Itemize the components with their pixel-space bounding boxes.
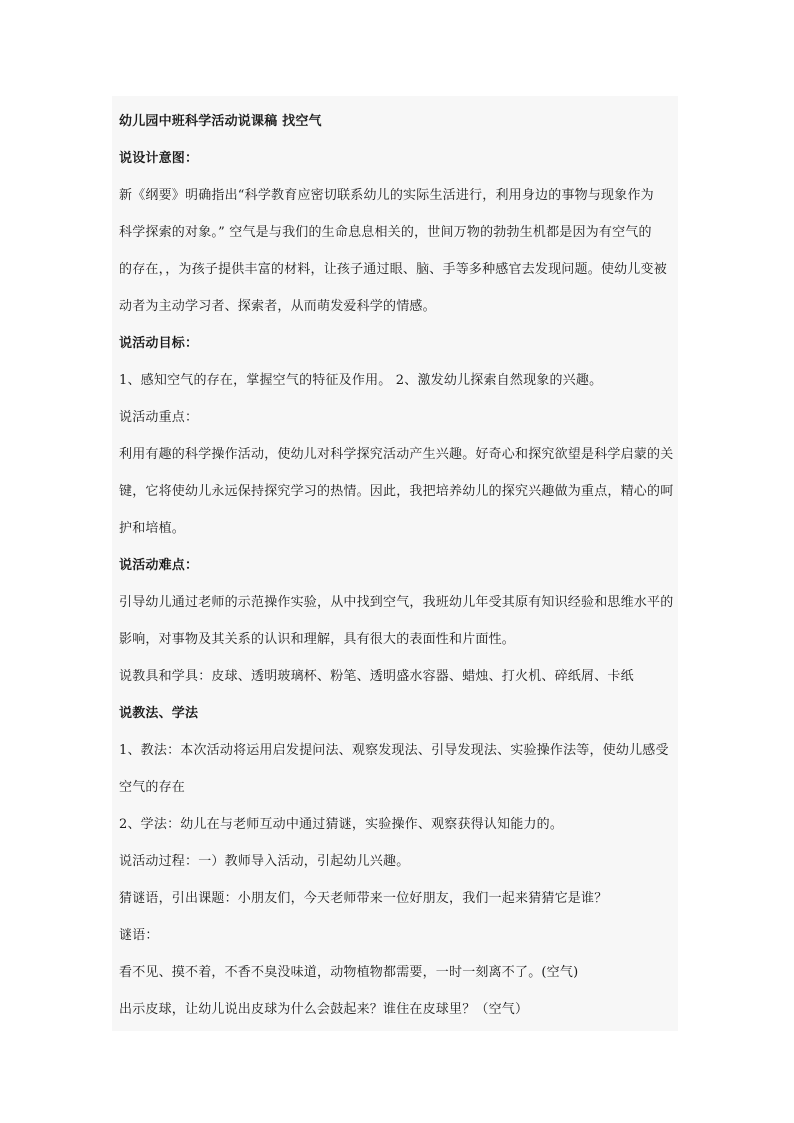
goal-line: 1、感知空气的存在，掌握空气的特征及作用。 2、激发幼儿探索自然现象的兴趣。 [119,373,603,388]
document-body [119,103,679,1028]
materials-line: 说教具和学具：皮球、透明玻璃杯、粉笔、透明盛水容器、蜡烛、打火机、碎纸屑、卡纸 [119,669,634,684]
difficulty-line: 引导幼儿通过老师的示范操作实验，从中找到空气，我班幼儿年受其原有知识经验和思维水平的 [119,595,674,610]
teaching-line: 1、教法：本次活动将运用启发提问法、观察发现法、引导发现法、实验操作法等，使幼儿感受 [119,743,669,758]
riddle-line: 看不见、摸不着，不香不臭没味道，动物植物都需要，一时一刻离不了。(空气) [119,965,579,980]
key-heading: 说活动重点： [119,410,199,425]
process-line: 说活动过程：一）教师导入活动，引起幼儿兴趣。 [119,854,410,869]
design-line: 动者为主动学习者、探索者，从而萌发爱科学的情感。 [119,299,436,314]
design-line: 新《纲要》明确指出“科学教育应密切联系幼儿的实际生活进行，利用身边的事物与现象作为 [119,188,654,203]
ball-line: 出示皮球，让幼儿说出皮球为什么会鼓起来？谁住在皮球里？（空气） [119,1002,529,1017]
key-line: 利用有趣的科学操作活动，使幼儿对科学探究活动产生兴趣。好奇心和探究欲望是科学启蒙的关 [119,447,674,462]
difficulty-heading: 说活动难点： [119,558,199,573]
difficulty-line: 影响，对事物及其关系的认识和理解，具有很大的表面性和片面性。 [119,632,516,647]
methods-heading: 说教法、学法 [119,706,199,721]
learning-line: 2、学法：幼儿在与老师互动中通过猜谜，实验操作、观察获得认知能力的。 [119,817,564,832]
key-line: 护和培植。 [119,521,186,536]
goal-heading: 说活动目标： [119,336,199,351]
riddle-label: 谜语： [119,928,159,943]
design-line: 科学探索的对象。” 空气是与我们的生命息息相关的，世间万物的勃勃生机都是因为有空气的 [119,225,652,240]
document-title: 幼儿园中班科学活动说课稿 找空气 [119,114,322,129]
riddle-intro-line: 猜谜语，引出课题：小朋友们，今天老师带来一位好朋友，我们一起来猜猜它是谁？ [119,891,608,906]
key-line: 键，它将使幼儿永远保持探究学习的热情。因此，我把培养幼儿的探究兴趣做为重点，精心的呵 [119,484,674,499]
teaching-line: 空气的存在 [119,780,186,795]
design-heading: 说设计意图： [119,151,199,166]
design-line: 的存在，，为孩子提供丰富的材料，让孩子通过眼、脑、手等多种感官去发现问题。使幼儿变被 [119,262,667,277]
